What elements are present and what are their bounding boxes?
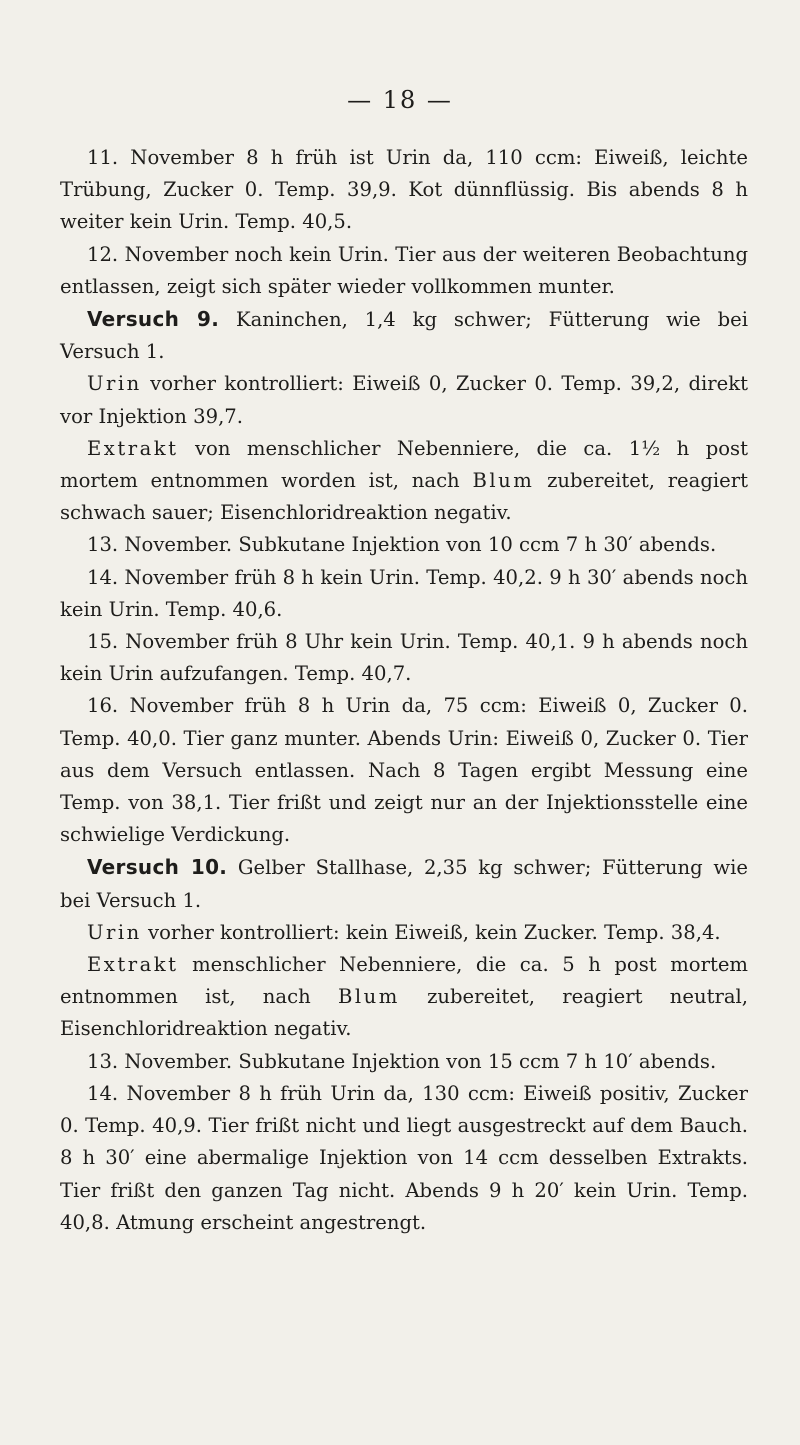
paragraph-text: 15. November früh 8 Uhr kein Urin. Temp. 40,1. 9 h abends noch kein Urin aufzufangen. Temp. 40,7. (60, 630, 748, 686)
paragraph-text: 14. November 8 h früh Urin da, 130 ccm: Eiweiß positiv, Zucker 0. Temp. 40,9. Tier frißt nicht und liegt ausgestreckt auf dem Bauch. 8 h 30′ eine abermalige Injektion von 14 ccm desselben Extrakts. Tier frißt den ganzen Tag nicht. Abends 9 h 20′ kein Urin. Temp. 40,8. Atmung erscheint angestrengt. (60, 1081, 748, 1234)
paragraph (60, 690, 748, 851)
paragraph (60, 1046, 748, 1078)
paragraph-text: 14. November früh 8 h kein Urin. Temp. 40,2. 9 h 30′ abends noch kein Urin. Temp. 40,6. (60, 565, 748, 621)
author-name: Blum (472, 469, 535, 493)
paragraph (60, 239, 748, 303)
spaced-lead-word: Extrakt (87, 436, 179, 460)
page-number: — 18 — (347, 86, 453, 114)
paragraph (60, 917, 748, 949)
paragraph (60, 303, 748, 368)
paragraph (60, 562, 748, 626)
paragraph-text: zubereitet, reagiert schwach sauer; Eisenchloridreaktion negativ. (60, 469, 748, 525)
paragraph (60, 949, 748, 1046)
paragraph (60, 1078, 748, 1239)
paragraph-text: 13. November. Subkutane Injektion von 15 ccm 7 h 10′ abends. (87, 1049, 717, 1073)
paragraph-text: 12. November noch kein Urin. Tier aus der weiteren Beobachtung entlassen, zeigt sich später wieder vollkommen munter. (60, 242, 748, 298)
paragraph-text: vorher kontrolliert: Eiweiß 0, Zucker 0. Temp. 39,2, direkt vor Injektion 39,7. (60, 372, 748, 428)
body-text (60, 142, 748, 1239)
paragraph (60, 368, 748, 432)
paragraph-text: zubereitet, reagiert neutral, Eisenchloridreaktion negativ. (60, 985, 748, 1041)
paragraph-text: 11. November 8 h früh ist Urin da, 110 ccm: Eiweiß, leichte Trübung, Zucker 0. Temp. 39,9. Kot dünnflüssig. Bis abends 8 h weiter kein Urin. Temp. 40,5. (60, 146, 748, 234)
paragraph-text: 13. November. Subkutane Injektion von 10 ccm 7 h 30′ abends. (87, 533, 717, 557)
spaced-lead-word: Extrakt (87, 953, 179, 977)
paragraph (60, 433, 748, 530)
paragraph (60, 626, 748, 690)
section-heading: Versuch 10. (87, 855, 228, 880)
paragraph-text: vorher kontrolliert: kein Eiweiß, kein Zucker. Temp. 38,4. (141, 920, 721, 944)
paragraph-text: von menschlicher Nebenniere, die ca. 1½ h post mortem entnommen worden ist, nach (60, 436, 748, 493)
paragraph (60, 851, 748, 916)
paragraph (60, 529, 748, 561)
paragraph-text: 16. November früh 8 h Urin da, 75 ccm: Eiweiß 0, Zucker 0. Temp. 40,0. Tier ganz munter. Abends Urin: Eiweiß 0, Zucker 0. Tier aus dem Versuch entlassen. Nach 8 Tagen ergibt Messung eine Temp. von 38,1. Tier frißt und zeigt nur an der Injektionsstelle eine schwielige Verdickung. (60, 694, 748, 847)
spaced-lead-word: Urin (87, 920, 142, 944)
paragraph (60, 142, 748, 239)
paragraph-text: Kaninchen, 1,4 kg schwer; Fütterung wie bei Versuch 1. (60, 308, 749, 364)
section-heading: Versuch 9. (87, 307, 220, 332)
author-name: Blum (337, 985, 400, 1009)
spaced-lead-word: Urin (87, 372, 142, 396)
paragraph-text: menschlicher Nebenniere, die ca. 5 h post mortem entnommen ist, nach (60, 953, 748, 1009)
paragraph-text: Gelber Stallhase, 2,35 kg schwer; Fütterung wie bei Versuch 1. (60, 856, 749, 912)
